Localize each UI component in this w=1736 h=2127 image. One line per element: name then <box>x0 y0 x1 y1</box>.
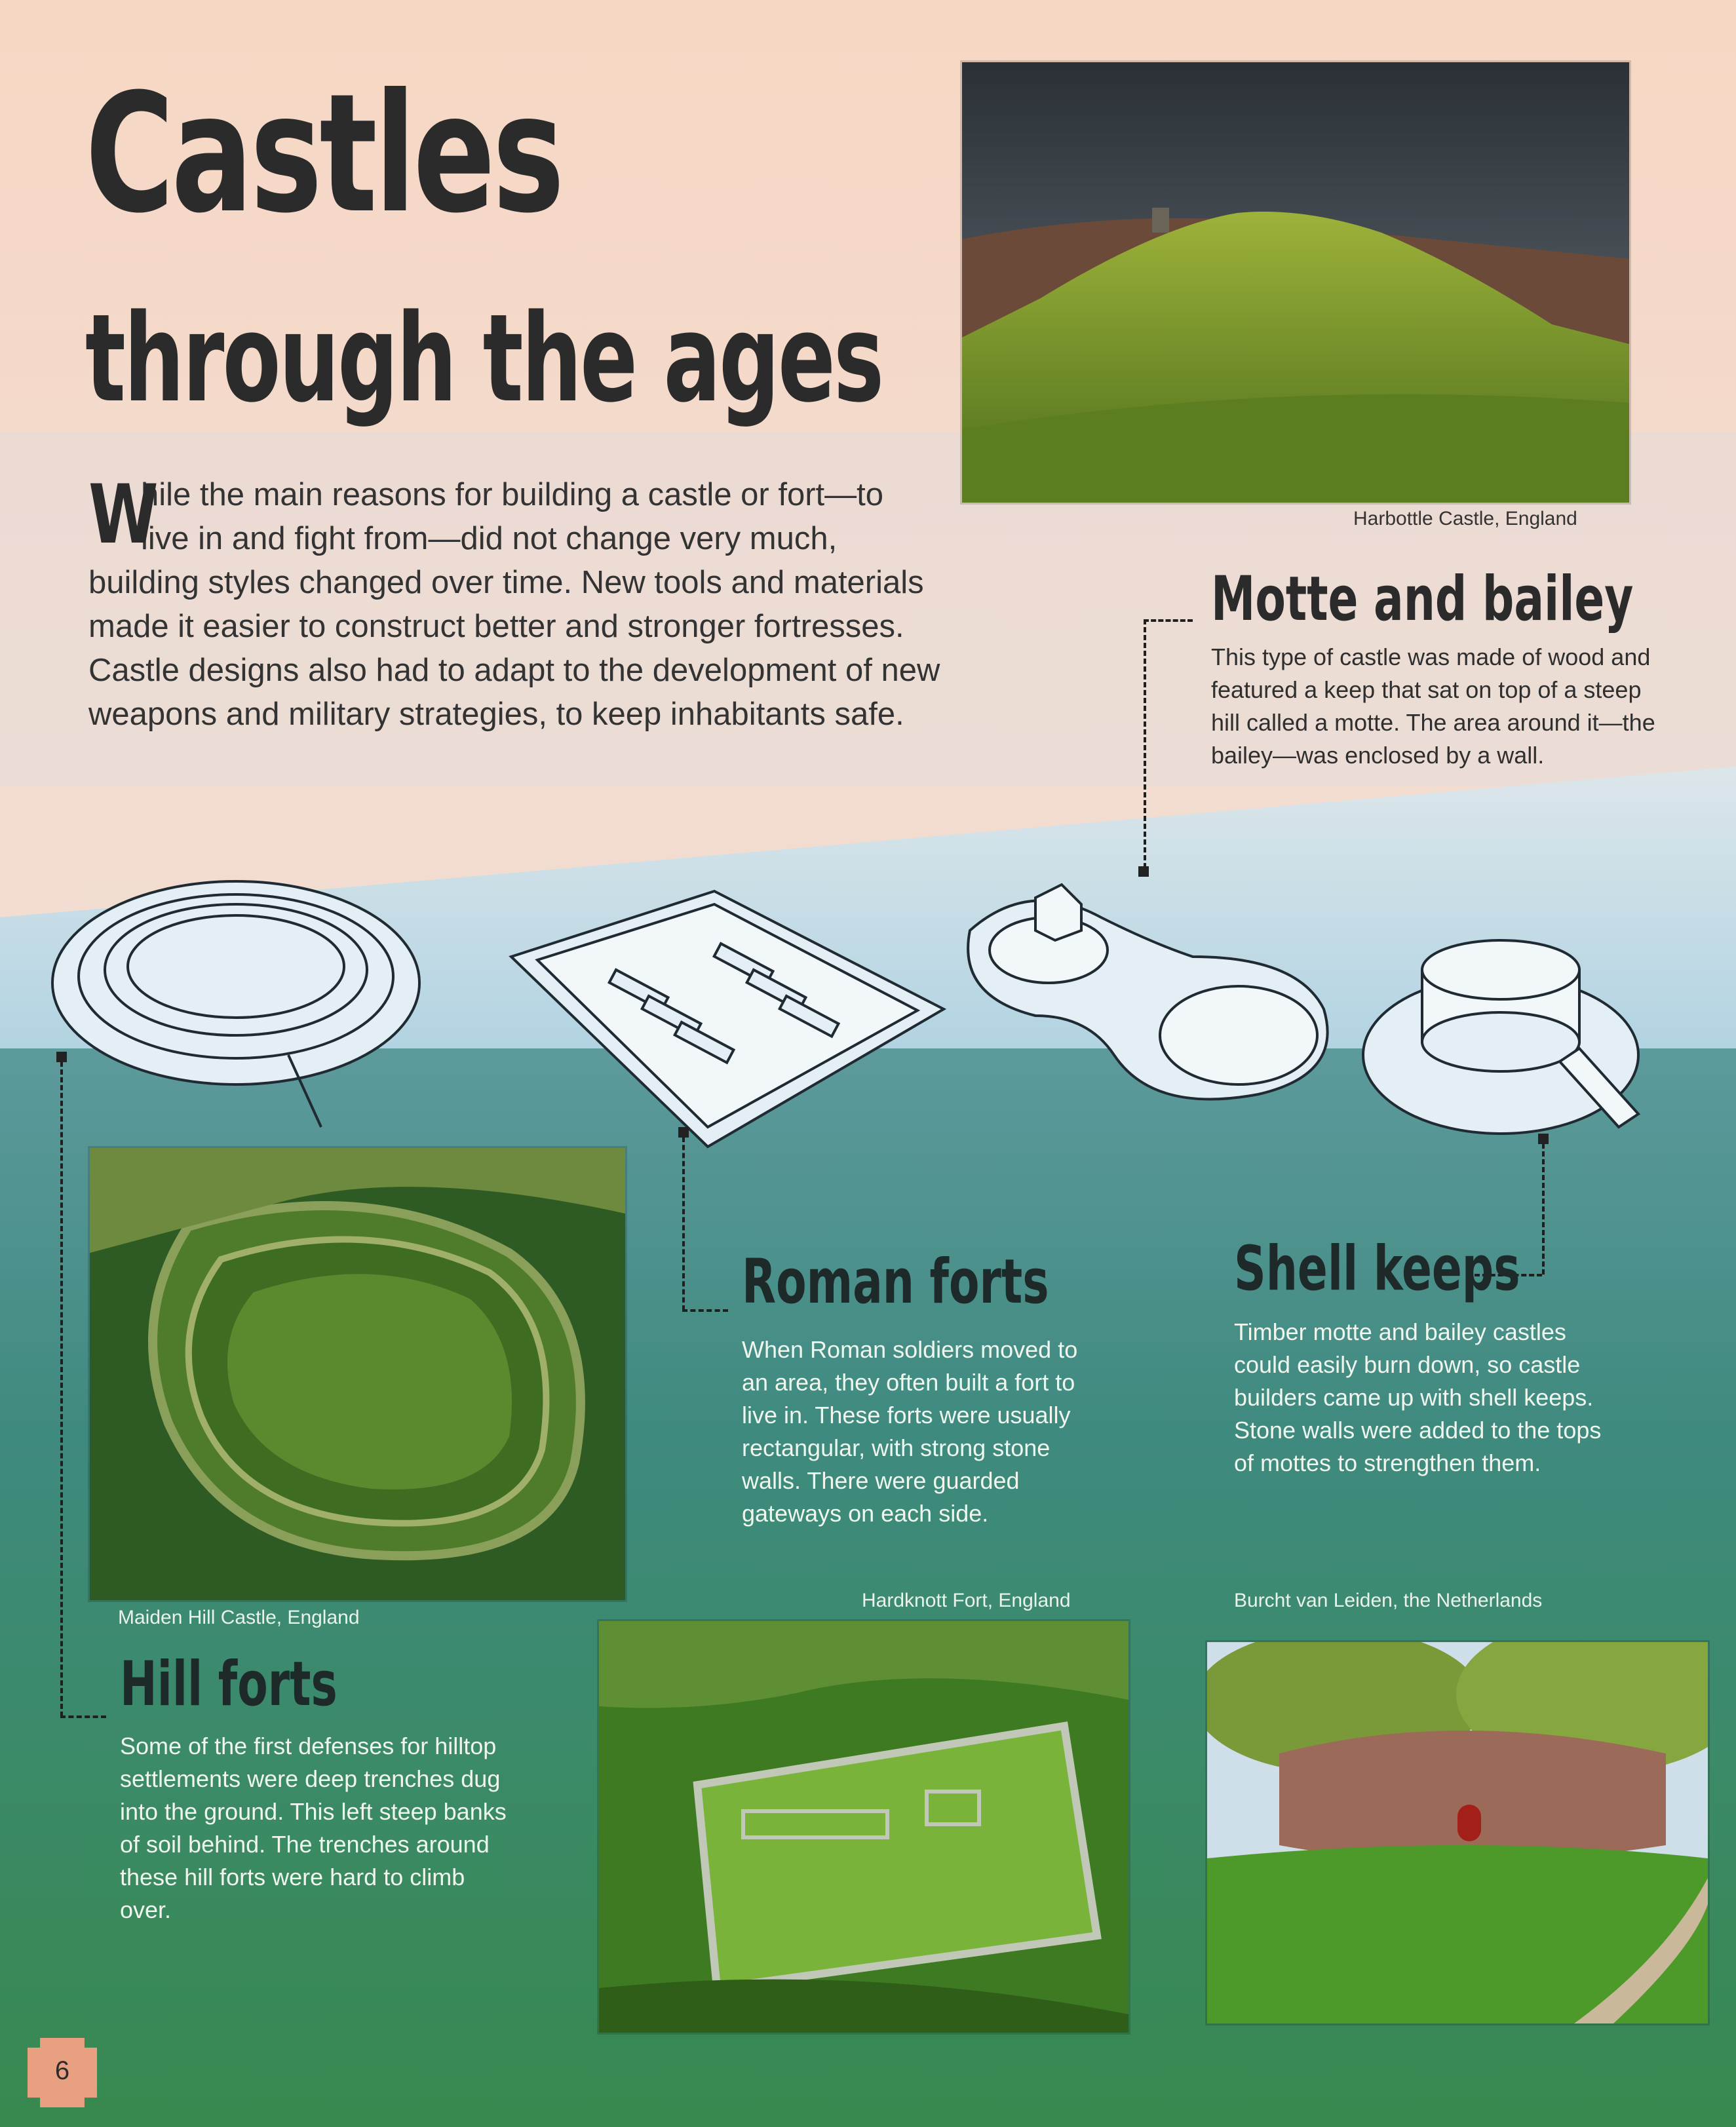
hill-fort-drawing <box>52 881 419 1127</box>
motte-connector-v <box>1144 619 1146 868</box>
page-number: 6 <box>54 2056 70 2085</box>
shell-connector-start <box>1538 1134 1549 1144</box>
hardknott-caption: Hardknott Fort, England <box>862 1590 1071 1611</box>
intro-paragraph <box>88 468 940 737</box>
harbottle-castle-photo <box>962 62 1629 503</box>
shell-keeps-heading: Shell keeps <box>1234 1233 1520 1305</box>
burcht-caption: Burcht van Leiden, the Netherlands <box>1234 1590 1543 1611</box>
roman-connector-h <box>682 1309 728 1312</box>
drop-cap: W <box>88 468 159 562</box>
maiden-hill-photo <box>90 1148 625 1600</box>
motte-bailey-heading: Motte and bailey <box>1211 564 1634 635</box>
castle-illustrations <box>39 839 1717 1193</box>
page-title: Castles <box>85 58 562 249</box>
intro-text: hile the main reasons for building a castle or fort—to live in and fight from—did not change very much, building styles changed over time. New tools and materials made it easier to construct better and stronger fortresses. Castle designs also had to adapt to the development of new weapons and military strategies, to keep inhabitants safe. <box>88 477 940 732</box>
page-subtitle: through the ages <box>85 288 883 429</box>
hill-forts-heading: Hill forts <box>120 1649 338 1720</box>
roman-forts-heading: Roman forts <box>742 1246 1049 1318</box>
roman-connector-v <box>682 1137 685 1311</box>
harbottle-caption: Harbottle Castle, England <box>1353 508 1577 529</box>
shell-keeps-text: Timber motte and bailey castles could easily burn down, so castle builders came up with shell keeps. Stone walls were added to the tops of mottes to strengthen them. <box>1234 1318 1602 1476</box>
hill-forts-text: Some of the first defenses for hilltop settlements were deep trenches dug into the ground. This left steep banks of soil behind. The trenches around these hill forts were hard to climb over. <box>120 1733 507 1923</box>
hill-connector-v <box>60 1062 63 1717</box>
maiden-hill-caption: Maiden Hill Castle, England <box>118 1607 360 1628</box>
shell-connector-v <box>1542 1143 1545 1274</box>
roman-connector-start <box>678 1127 689 1138</box>
motte-connector-h <box>1144 619 1193 622</box>
motte-bailey-drawing <box>968 885 1327 1100</box>
hill-connector-h <box>60 1715 106 1718</box>
roman-fort-drawing <box>511 891 944 1147</box>
burcht-van-leiden-photo <box>1207 1642 1708 2023</box>
shell-keep-drawing <box>1363 940 1638 1134</box>
hardknott-fort-photo <box>599 1621 1128 2033</box>
hill-connector-start <box>56 1052 67 1062</box>
roman-forts-text: When Roman soldiers moved to an area, they often built a fort to live in. These forts were usually rectangular, with strong stone walls. There were guarded gateways on each side. <box>742 1336 1078 1527</box>
motte-bailey-text: This type of castle was made of wood and featured a keep that sat on top of a steep hill called a motte. The area around it—the bailey—was enclosed by a wall. <box>1211 643 1655 769</box>
